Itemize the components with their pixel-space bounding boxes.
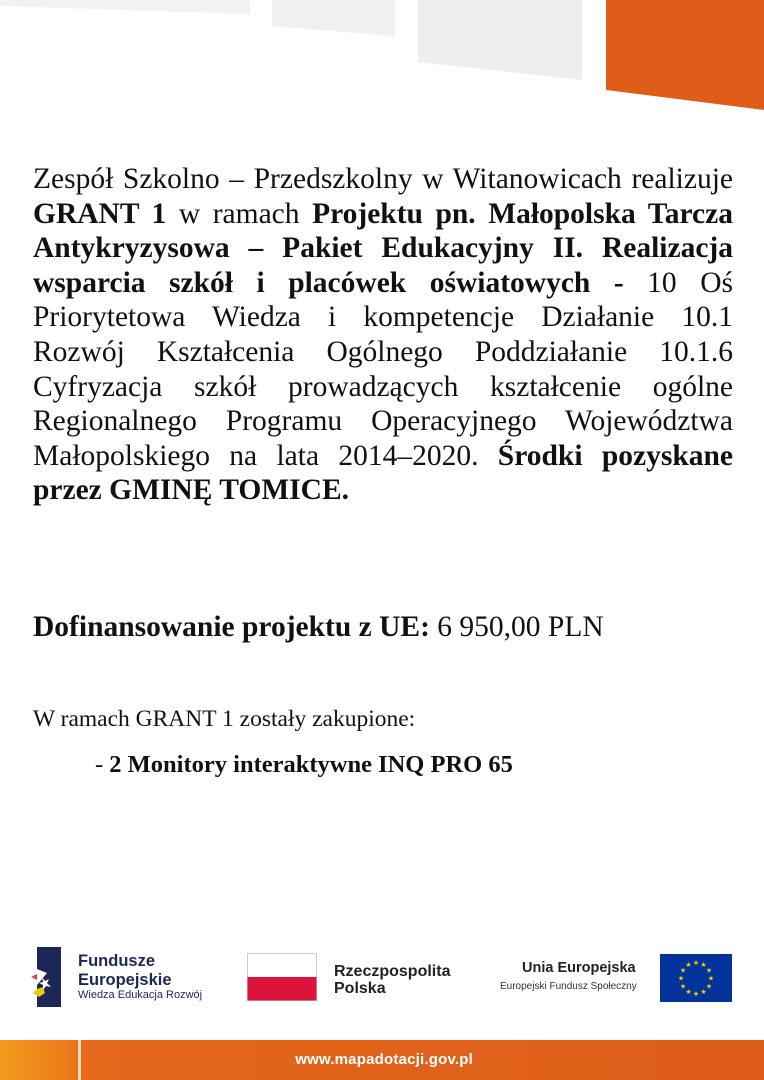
rp-title-line2: Polska — [334, 980, 386, 997]
funding-amount: 6 950,00 PLN — [429, 611, 604, 643]
eu-flag-icon — [660, 954, 732, 1002]
svg-text:★: ★ — [705, 966, 713, 975]
footer-url: www.mapadotacji.gov.pl — [295, 1051, 473, 1068]
svg-text:★: ★ — [707, 974, 715, 983]
top-band-segment-2 — [272, 0, 395, 36]
top-decoration — [0, 0, 764, 115]
ue-title: Unia Europejska — [522, 960, 636, 976]
polish-flag-icon — [247, 953, 317, 1001]
top-band-segment-1 — [0, 0, 250, 14]
logo-strip — [0, 935, 764, 1020]
purchases-intro: W ramach GRANT 1 zostały zakupione: — [33, 706, 416, 732]
svg-text:★: ★ — [692, 959, 700, 967]
svg-text:★: ★ — [685, 988, 692, 996]
project-name: Projektu pn. Małopolska Tarcza Antykryzysowa – Pakiet Edukacyjny II. Realizacja wsparcia szkół i placówek oświatowych - — [33, 197, 733, 299]
fe-title — [78, 952, 172, 990]
text-intro: Zespół Szkolno – Przedszkolny w Witanowicach realizuje — [33, 163, 733, 195]
text-in-frame: w ramach — [166, 197, 313, 230]
svg-text:★: ★ — [705, 982, 713, 991]
list-dash: - — [95, 751, 110, 778]
fe-title-line1: Fundusze — [78, 952, 155, 970]
svg-text:★: ★ — [700, 961, 707, 969]
footer-divider — [78, 1040, 81, 1080]
svg-text:★: ★ — [700, 988, 707, 996]
purchases-list — [95, 750, 513, 780]
ue-subtitle: Europejski Fundusz Społeczny — [500, 981, 637, 992]
project-description — [33, 162, 733, 508]
rp-title — [334, 963, 450, 997]
fe-title-line2: Europejskie — [78, 971, 172, 989]
text-program: 10 Oś Priorytetowa Wiedza i kompetencje Działanie 10.1 Rozwój Kształcenia Ogólnego Poddziałanie 10.1.6 Cyfryzacja szkół prowadzących kształcenie ogólne Regionalnego Programu Operacyjnego Województwa Małopolskiego na lata 2014–2020. — [33, 266, 733, 472]
svg-text:★: ★ — [679, 982, 687, 991]
grant-label: GRANT 1 — [33, 197, 167, 230]
footer-bar — [0, 1040, 764, 1080]
top-band-segment-4 — [606, 0, 764, 110]
fundusze-europejskie-icon — [29, 947, 69, 1007]
fe-subtitle: Wiedza Edukacja Rozwój — [78, 989, 203, 1001]
funding-source: Środki pozyskane przez GMINĘ TOMICE. — [33, 439, 733, 507]
top-band-segment-3 — [418, 0, 582, 80]
funding-line — [33, 610, 733, 644]
svg-text:★: ★ — [685, 961, 692, 969]
svg-text:★: ★ — [677, 974, 685, 983]
svg-text:★: ★ — [679, 966, 687, 975]
funding-label: Dofinansowanie projektu z UE: — [33, 611, 430, 643]
rp-title-line1: Rzeczpospolita — [334, 963, 451, 980]
svg-text:★: ★ — [692, 990, 700, 998]
list-item-text: 2 Monitory interaktywne INQ PRO 65 — [109, 751, 513, 778]
list-item — [95, 750, 513, 780]
